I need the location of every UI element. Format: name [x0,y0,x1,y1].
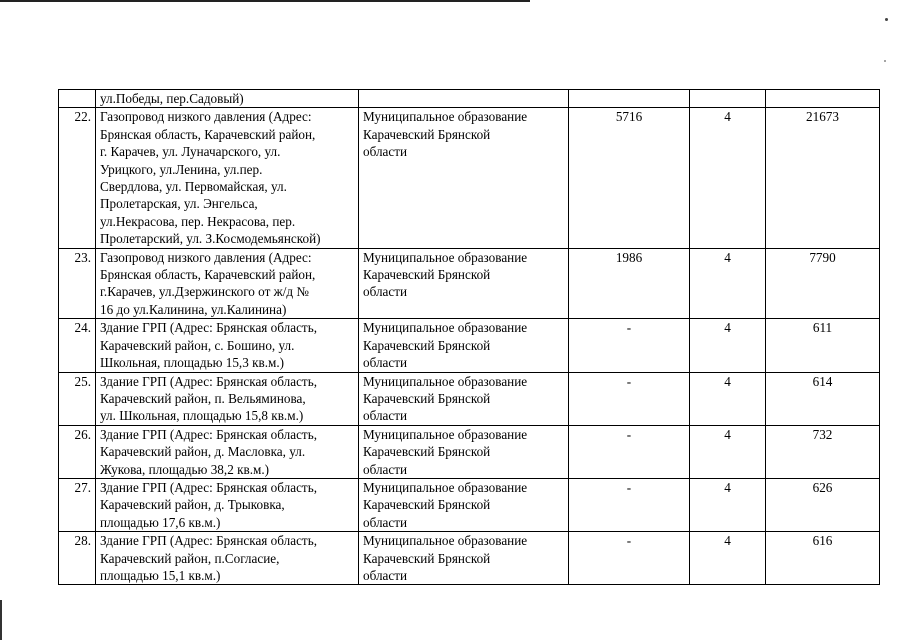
scan-speck [885,18,888,21]
owner-cell [359,532,569,585]
value-cell-v2: 4 [690,319,766,372]
object-description-line: Карачевский район, д. Трыковка, [100,497,285,513]
property-table [58,89,880,585]
object-description-line: Свердлова, ул. Первомайская, ул. [100,179,287,195]
owner-line: Муниципальное образование [363,109,528,125]
owner-line: области [363,461,408,477]
owner-line: Карачевский Брянской [363,497,491,513]
owner-line: Муниципальное образование [363,426,528,442]
property-table-body [59,90,880,585]
table-row [59,108,880,248]
value-cell-v2 [690,90,766,108]
owner-line: Карачевский Брянской [363,550,491,566]
owner-line: области [363,567,408,583]
owner-cell [359,248,569,319]
row-number-cell [59,90,96,108]
value-cell-v1: - [569,425,690,478]
owner-cell [359,108,569,248]
value-cell-v3: 7790 [766,248,880,319]
object-description-line: Пролетарская, ул. Энгельса, [100,196,258,212]
object-description-cell [96,319,359,372]
object-description-line: Карачевский район, п. Вельяминова, [100,390,306,406]
object-description-cell [96,108,359,248]
value-cell-v3: 614 [766,372,880,425]
value-cell-v3: 626 [766,478,880,531]
object-description-line: Здание ГРП (Адрес: Брянская область, [100,426,318,442]
row-number-cell: 26. [59,425,96,478]
owner-line: Муниципальное образование [363,373,528,389]
value-cell-v1: 1986 [569,248,690,319]
owner-line: области [363,408,408,424]
row-number-cell: 28. [59,532,96,585]
object-description-line: Здание ГРП (Адрес: Брянская область, [100,373,318,389]
value-cell-v2: 4 [690,532,766,585]
owner-line: Карачевский Брянской [363,267,491,283]
owner-line: Муниципальное образование [363,533,528,549]
object-description-line: Школьная, площадью 15,3 кв.м.) [100,355,285,371]
scan-top-rule [0,0,530,2]
owner-cell [359,319,569,372]
scan-left-edge [0,600,2,640]
object-description-line: ул. Школьная, площадью 15,8 кв.м.) [100,408,304,424]
value-cell-v3: 611 [766,319,880,372]
object-description-line: 16 до ул.Калинина, ул.Калинина) [100,301,287,317]
owner-cell [359,372,569,425]
object-description-cell [96,532,359,585]
table-row [59,90,880,108]
object-description-line: Карачевский район, с. Бошино, ул. [100,337,295,353]
value-cell-v1 [569,90,690,108]
table-row [59,248,880,319]
table-row [59,372,880,425]
value-cell-v2: 4 [690,248,766,319]
scan-speck [884,60,886,62]
value-cell-v1: - [569,478,690,531]
value-cell-v3: 616 [766,532,880,585]
object-description-line: Брянская область, Карачевский район, [100,126,316,142]
object-description-line: ул.Победы, пер.Садовый) [100,91,244,106]
row-number-cell: 25. [59,372,96,425]
owner-line: Карачевский Брянской [363,444,491,460]
object-description-line: Здание ГРП (Адрес: Брянская область, [100,533,318,549]
table-row [59,478,880,531]
table-row [59,532,880,585]
object-description-line: Газопровод низкого давления (Адрес: [100,109,312,125]
owner-line: области [363,144,408,160]
object-description-line: Пролетарский, ул. З.Космодемьянской) [100,231,321,247]
object-description-line: Урицкого, ул.Ленина, ул.пер. [100,161,263,177]
object-description-line: ул.Некрасова, пер. Некрасова, пер. [100,213,296,229]
value-cell-v1: - [569,532,690,585]
value-cell-v2: 4 [690,108,766,248]
table-row [59,425,880,478]
row-number-cell: 27. [59,478,96,531]
value-cell-v1: - [569,319,690,372]
object-description-line: Жукова, площадью 38,2 кв.м.) [100,461,270,477]
owner-cell [359,90,569,108]
object-description-line: Здание ГРП (Адрес: Брянская область, [100,479,318,495]
object-description-cell [96,248,359,319]
object-description-line: г.Карачев, ул.Дзержинского от ж/д № [100,284,310,300]
owner-cell [359,425,569,478]
value-cell-v3: 21673 [766,108,880,248]
owner-cell [359,478,569,531]
owner-line: Карачевский Брянской [363,126,491,142]
object-description-cell [96,372,359,425]
value-cell-v1: - [569,372,690,425]
table-row [59,319,880,372]
value-cell-v3 [766,90,880,108]
value-cell-v2: 4 [690,372,766,425]
object-description-line: Карачевский район, п.Согласие, [100,550,280,566]
owner-line: области [363,514,408,530]
value-cell-v1: 5716 [569,108,690,248]
owner-line: Муниципальное образование [363,320,528,336]
object-description-cell [96,90,359,108]
row-number-cell: 24. [59,319,96,372]
object-description-cell [96,425,359,478]
object-description-line: г. Карачев, ул. Луначарского, ул. [100,144,281,160]
owner-line: Муниципальное образование [363,479,528,495]
object-description-line: площадью 17,6 кв.м.) [100,514,221,530]
owner-line: области [363,355,408,371]
owner-line: Карачевский Брянской [363,337,491,353]
object-description-line: площадью 15,1 кв.м.) [100,567,221,583]
value-cell-v2: 4 [690,425,766,478]
object-description-line: Здание ГРП (Адрес: Брянская область, [100,320,318,336]
owner-line: Муниципальное образование [363,249,528,265]
object-description-line: Брянская область, Карачевский район, [100,267,316,283]
value-cell-v3: 732 [766,425,880,478]
row-number-cell: 23. [59,248,96,319]
value-cell-v2: 4 [690,478,766,531]
owner-line: области [363,284,408,300]
object-description-line: Газопровод низкого давления (Адрес: [100,249,312,265]
owner-line: Карачевский Брянской [363,390,491,406]
object-description-line: Карачевский район, д. Масловка, ул. [100,444,306,460]
row-number-cell: 22. [59,108,96,248]
object-description-cell [96,478,359,531]
